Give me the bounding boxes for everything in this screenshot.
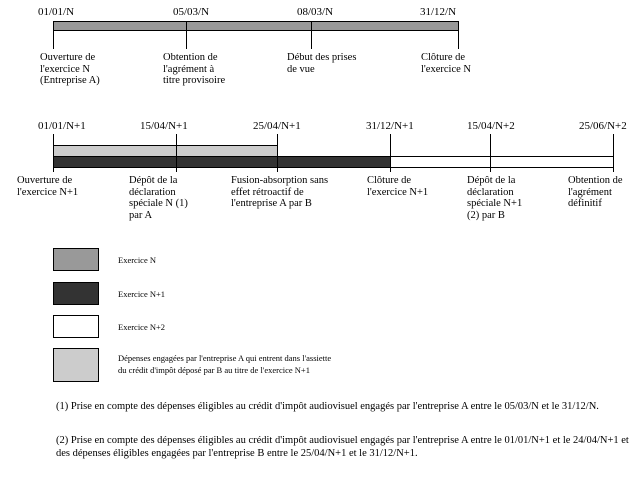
- exercice-n-bar: [53, 21, 459, 31]
- tick-mark: [277, 134, 278, 172]
- date-label: 01/01/N: [38, 6, 75, 18]
- footnote: (2) Prise en compte des dépenses éligibles au crédit d'impôt audiovisuel engagés par l'entreprise A entre le 01/01/N+1 et le 24/04/N+1 et des dépenses éligibles engagées par l'entreprise B entre le 25/04/N+1 et le 31/12/N+1.: [56, 435, 629, 459]
- event-label: Clôture de l'exercice N: [421, 52, 471, 75]
- date-label: 15/04/N+2: [467, 120, 515, 132]
- legend-label: Dépenses engagées par l'entreprise A qui entrent dans l'assiette du crédit d'impôt déposé par B au titre de l'exercice N+1: [118, 353, 332, 375]
- tick-mark: [390, 134, 391, 172]
- legend-label: Exercice N: [118, 255, 156, 265]
- event-label: Clôture de l'exercice N+1: [367, 175, 429, 198]
- date-label: 31/12/N: [420, 6, 457, 18]
- legend-swatch-exercice-n2: [53, 315, 99, 338]
- legend-label: Exercice N+2: [118, 322, 166, 332]
- legend-swatch-depenses: [53, 348, 99, 382]
- event-label: Fusion-absorption sans effet rétroactif de l'entreprise A par B: [231, 175, 329, 209]
- tick-mark: [176, 134, 177, 172]
- tick-mark: [613, 134, 614, 172]
- tick-mark: [186, 21, 187, 49]
- date-label: 31/12/N+1: [366, 120, 414, 132]
- date-label: 05/03/N: [173, 6, 210, 18]
- event-label: Ouverture de l'exercice N (Entreprise A): [40, 52, 100, 86]
- event-label: Obtention de l'agrément définitif: [568, 175, 623, 209]
- legend-swatch-exercice-n: [53, 248, 99, 271]
- exercice-n1-bar: [53, 156, 391, 168]
- tick-mark: [458, 21, 459, 49]
- tick-mark: [311, 21, 312, 49]
- date-label: 25/04/N+1: [253, 120, 301, 132]
- date-label: 01/01/N+1: [38, 120, 86, 132]
- event-label: Début des prises de vue: [287, 52, 357, 75]
- tick-mark: [490, 134, 491, 172]
- event-label: Dépôt de la déclaration spéciale N+1 (2) par B: [467, 175, 523, 221]
- event-label: Obtention de l'agrément à titre provisoire: [163, 52, 226, 86]
- date-label: 15/04/N+1: [140, 120, 188, 132]
- event-label: Dépôt de la déclaration spéciale N (1) par A: [129, 175, 188, 221]
- footnote: (1) Prise en compte des dépenses éligibles au crédit d'impôt audiovisuel engagés par l'entreprise A entre le 05/03/N et le 31/12/N.: [56, 401, 599, 412]
- exercice-n2-bar: [390, 156, 614, 168]
- legend-label: Exercice N+1: [118, 289, 166, 299]
- legend-swatch-exercice-n1: [53, 282, 99, 305]
- tick-mark: [53, 134, 54, 172]
- date-label: 25/06/N+2: [579, 120, 627, 132]
- tick-mark: [53, 21, 54, 49]
- date-label: 08/03/N: [297, 6, 334, 18]
- event-label: Ouverture de l'exercice N+1: [17, 175, 79, 198]
